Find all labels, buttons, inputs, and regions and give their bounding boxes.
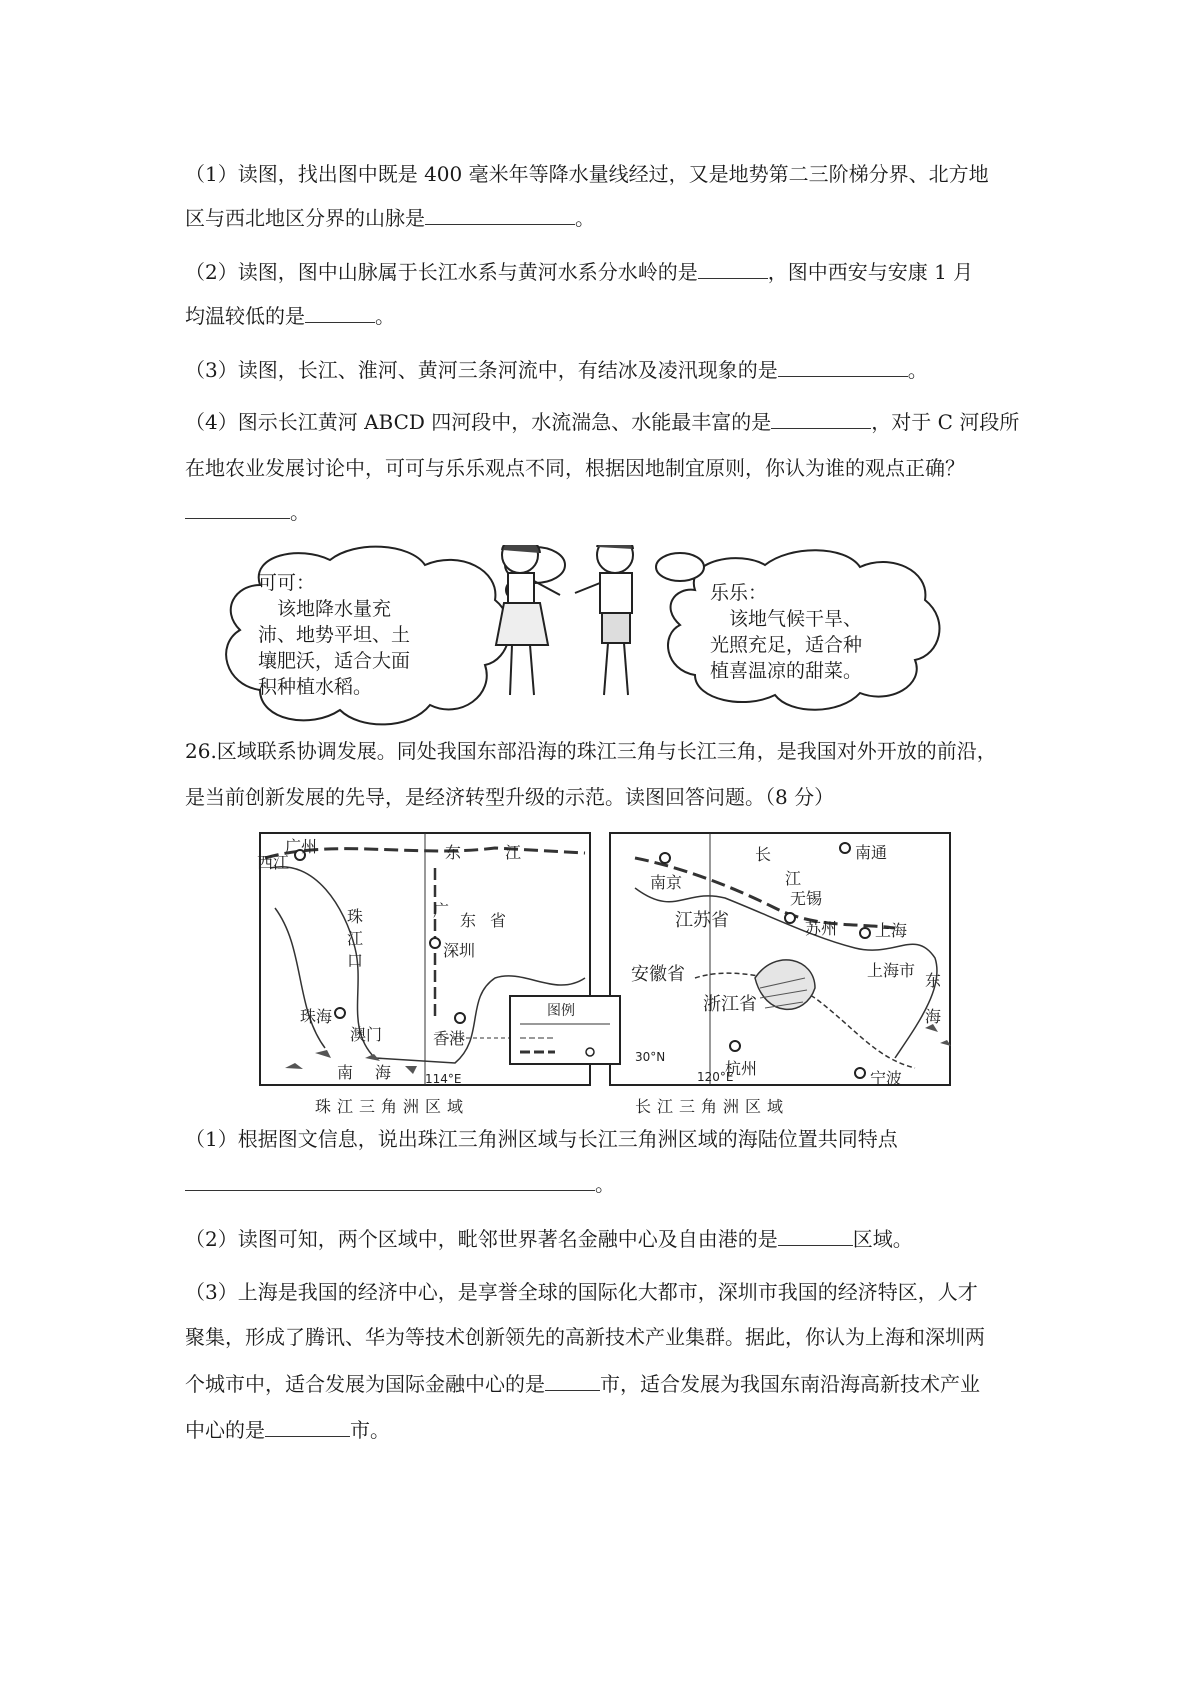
map-label-shanghaishi: 上海市: [867, 961, 916, 980]
map-label-hai: 海: [375, 1063, 392, 1082]
q26-3-line4: [185, 1416, 390, 1444]
keke-speech: [258, 570, 410, 700]
q1-line2-text: 区与西北地区分界的山脉是: [185, 206, 425, 230]
q26-1-line2: [185, 1170, 615, 1198]
q4-line1-mid: ，对于 C 河段所: [871, 410, 1020, 434]
q3-text: （3）读图，长江、淮河、黄河三条河流中，有结冰及凌汛现象的是: [185, 358, 778, 382]
map-label-dong3: 东: [925, 971, 942, 990]
map-label-dong2: 东: [460, 911, 477, 930]
map-label-anhui: 安徽省: [631, 964, 685, 985]
map-label-macau: 澳门: [350, 1025, 383, 1044]
map-label-zhuhai: 珠海: [300, 1007, 333, 1026]
q26-1-end: 。: [595, 1172, 615, 1196]
keke-line: 壤肥沃，适合大面: [258, 650, 411, 672]
map-label-ningbo: 宁波: [870, 1069, 903, 1088]
map-label-114e: 114°E: [425, 1072, 462, 1086]
answer-blank[interactable]: [425, 206, 575, 225]
map-label-xijiang: 西江: [257, 853, 290, 872]
map-label-nanjing: 南京: [650, 873, 683, 892]
map-label-wuxi: 无锡: [790, 889, 823, 908]
map-label-hangzhou: 杭州: [725, 1059, 758, 1078]
q3-end: 。: [907, 358, 928, 382]
answer-blank[interactable]: [265, 1418, 350, 1437]
q26-3-line2: 聚集，形成了腾讯、华为等技术创新领先的高新技术产业集群。据此，你认为上海和深圳两: [185, 1325, 985, 1349]
q1-line1: （1）读图，找出图中既是 400 毫米年等降水量线经过，又是地势第二三阶梯分界、北方地: [185, 162, 989, 186]
q26-2-end: 区域。: [852, 1227, 913, 1251]
keke-line: 该地降水量充: [258, 598, 392, 620]
lele-speech: [710, 580, 862, 684]
map-label-kou: 口: [347, 951, 364, 970]
maps-drawing: [255, 828, 955, 1118]
map-label-jiang3: 江: [785, 869, 802, 888]
right-map-caption: 长江三角洲区域: [635, 1097, 790, 1116]
map-label-jiang2: 江: [347, 929, 364, 948]
answer-blank[interactable]: [778, 358, 908, 377]
q26-2-line: [185, 1225, 913, 1253]
map-label-nan: 南: [337, 1063, 354, 1082]
q4-line3-end: 。: [290, 500, 310, 524]
keke-line: 积种植水稻。: [258, 676, 373, 698]
map-label-zhu: 珠: [347, 907, 364, 926]
map-label-guang: 广: [433, 901, 450, 920]
answer-blank[interactable]: [771, 410, 871, 429]
map-label-hai2: 海: [925, 1007, 942, 1026]
q3-line: [185, 356, 928, 384]
thought-dot: [656, 553, 704, 581]
q2-line1-text: （2）读图，图中山脉属于长江水系与黄河水系分水岭的是: [185, 260, 698, 284]
q26-3-line1: （3）上海是我国的经济中心，是享誉全球的国际化大都市，深圳市我国的经济特区，人才: [185, 1280, 978, 1304]
q26-3-line3: [185, 1370, 980, 1398]
answer-blank[interactable]: [185, 500, 290, 519]
legend-title: 图例: [547, 1003, 575, 1019]
q1-line2-end: 。: [575, 206, 595, 230]
map-label-nantong: 南通: [855, 843, 888, 862]
answer-blank[interactable]: [545, 1372, 600, 1391]
answer-blank[interactable]: [778, 1227, 853, 1246]
lele-line: 该地气候干旱、: [710, 608, 863, 630]
q26-3-line4-end: 市。: [350, 1418, 390, 1442]
answer-blank[interactable]: [698, 260, 768, 279]
keke-line: 可可：: [258, 572, 316, 594]
q26-3-line3-mid: 市，适合发展为我国东南沿海高新技术产业: [600, 1372, 980, 1396]
map-label-120e: 120°E: [697, 1070, 734, 1084]
q2-line2: [185, 302, 395, 330]
q4-line2: 在地农业发展讨论中，可可与乐乐观点不同，根据因地制宜原则，你认为谁的观点正确？: [185, 456, 965, 480]
delta-maps: [255, 828, 955, 1118]
left-map-caption: 珠江三角洲区域: [315, 1097, 470, 1116]
map-label-chang: 长: [755, 845, 772, 864]
q2-line1-mid: ，图中西安与安康 1 月: [767, 260, 974, 284]
map-label-jiangsu: 江苏省: [675, 910, 729, 931]
map-label-suzhou: 苏州: [805, 919, 838, 938]
answer-blank[interactable]: [305, 304, 375, 323]
lele-line: 乐乐：: [710, 582, 768, 604]
q26-3-line4-text: 中心的是: [185, 1418, 265, 1442]
map-label-sheng: 省: [490, 911, 507, 930]
q26-3-line3-text: 个城市中，适合发展为国际金融中心的是: [185, 1372, 545, 1396]
q4-line3: [185, 498, 310, 526]
map-label-jiang: 江: [505, 843, 522, 862]
map-label-shenzhen: 深圳: [443, 941, 476, 960]
answer-blank[interactable]: [185, 1172, 595, 1191]
map-label-shanghai: 上海: [875, 921, 908, 940]
map-label-dong: 东: [445, 843, 462, 862]
map-label-30n: 30°N: [635, 1050, 666, 1064]
q4-line1: [185, 408, 1019, 436]
q4-line1-text: （4）图示长江黄河 ABCD 四河段中，水流湍急、水能最丰富的是: [185, 410, 772, 434]
keke-line: 沛、地势平坦、土: [258, 624, 411, 646]
lele-line: 植喜温凉的甜菜。: [710, 660, 863, 682]
q26-2-text: （2）读图可知，两个区域中，毗邻世界著名金融中心及自由港的是: [185, 1227, 778, 1251]
q2-line2-text: 均温较低的是: [185, 304, 305, 328]
map-label-guangzhou: 广州: [285, 837, 318, 856]
q2-line2-end: 。: [375, 304, 395, 328]
boy-figure: [575, 545, 633, 695]
q2-line1: [185, 258, 973, 286]
q26-1-line1: （1）根据图文信息，说出珠江三角洲区域与长江三角洲区域的海陆位置共同特点: [185, 1127, 898, 1151]
map-label-zhejiang: 浙江省: [703, 994, 757, 1015]
lele-line: 光照充足，适合种: [710, 634, 863, 656]
map-label-hongkong: 香港: [433, 1029, 466, 1048]
q26-line2: 是当前创新发展的先导，是经济转型升级的示范。读图回答问题。（8 分）: [185, 785, 835, 809]
q26-line1: 26.区域联系协调发展。同处我国东部沿海的珠江三角与长江三角，是我国对外开放的前沿，: [185, 739, 997, 763]
q1-line2: [185, 204, 595, 232]
